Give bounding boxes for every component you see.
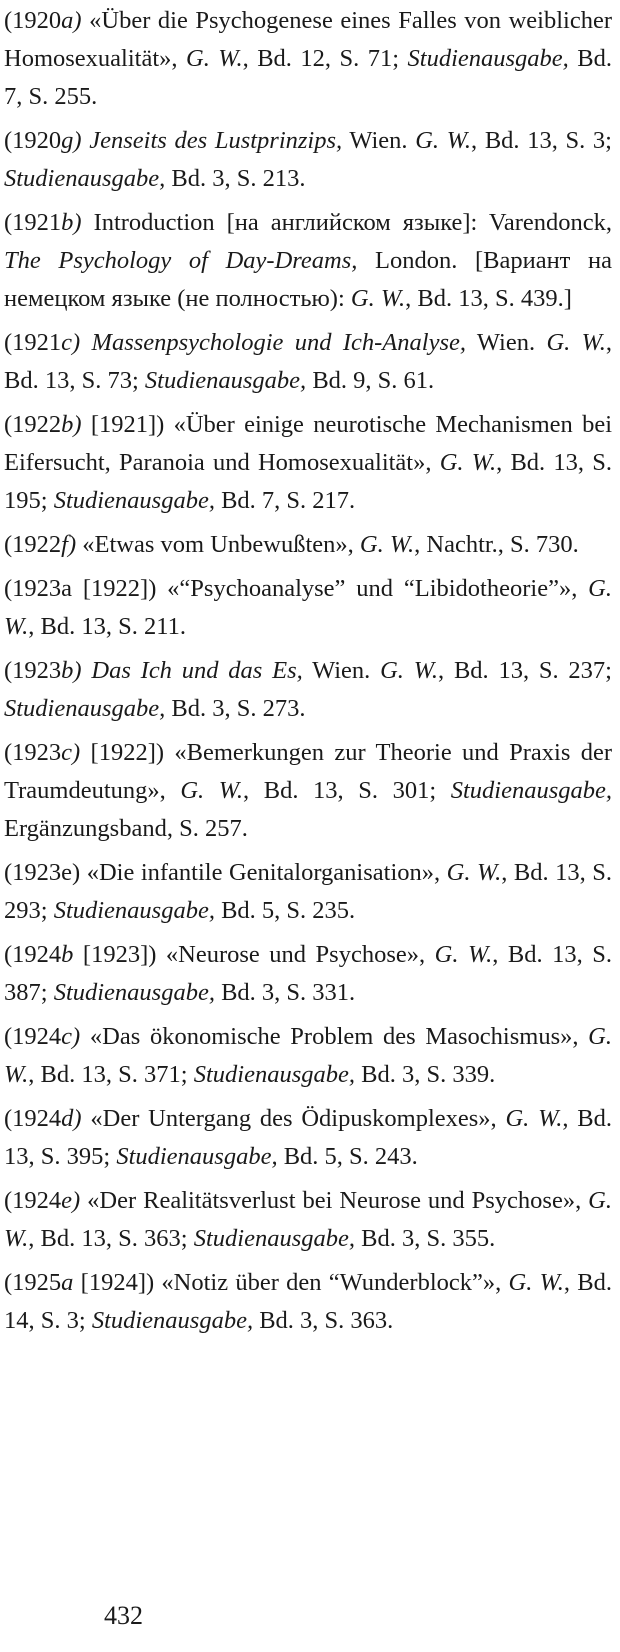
bibliography-entry: (1924c) «Das ökonomische Problem des Masochismus», G. W., Bd. 13, S. 371; Studienausgabe, Bd. 3, S. 339. [4,1023,612,1088]
bibliography-entry: (1922b) [1921]) «Über einige neurotische Mechanismen bei Eifersucht, Paranoia und Homosexualität», G. W., Bd. 13, S. 195; Studienausgabe, Bd. 7, S. 217. [4,411,613,514]
bibliography-page [4,2,612,1346]
page-number: 432 [104,1601,143,1630]
bibliography-entry: (1923e) «Die infantile Genitalorganisation», G. W., Bd. 13, S. 293; Studienausgabe, Bd. 5, S. 235. [4,859,613,924]
bibliography-entry: (1923a [1922]) «“Psychoanalyse” und “Libidotheorie”», G. W., Bd. 13, S. 211. [4,575,612,640]
bibliography-entry: (1924d) «Der Untergang des Ödipuskomplexes», G. W., Bd. 13, S. 395; Studienausgabe, Bd. 5, S. 243. [4,1105,613,1170]
bibliography-entry: (1924e) «Der Realitätsverlust bei Neurose und Psychose», G. W., Bd. 13, S. 363; Studienausgabe, Bd. 3, S. 355. [4,1187,612,1252]
bibliography-entry: (1921c) Massenpsychologie und Ich-Analyse, Wien. G. W., Bd. 13, S. 73; Studienausgabe, Bd. 9, S. 61. [4,329,613,394]
bibliography-entry: (1921b) Introduction [на английском языке]: Varendonck, The Psychology of Day-Dreams, London. [Вариант на немецком языке (не полностью): G. W., Bd. 13, S. 439.] [4,209,612,312]
bibliography-entry: (1920g) Jenseits des Lustprinzips, Wien. G. W., Bd. 13, S. 3; Studienausgabe, Bd. 3, S. 213. [4,127,612,192]
bibliography-entry: (1925a [1924]) «Notiz über den “Wunderblock”», G. W., Bd. 14, S. 3; Studienausgabe, Bd. 3, S. 363. [4,1269,613,1334]
bibliography-entry: (1923c) [1922]) «Bemerkungen zur Theorie und Praxis der Traumdeutung», G. W., Bd. 13, S. 301; Studienausgabe, Ergänzungsband, S. 257. [4,739,612,842]
bibliography-entry: (1920a) «Über die Psychogenese eines Falles von weiblicher Homosexualität», G. W., Bd. 12, S. 71; Studienausgabe, Bd. 7, S. 255. [4,7,613,110]
bibliography-entry: (1922f) «Etwas vom Unbewußten», G. W., Nachtr., S. 730. [4,531,579,558]
bibliography-entry: (1924b [1923]) «Neurose und Psychose», G. W., Bd. 13, S. 387; Studienausgabe, Bd. 3, S. 331. [4,941,613,1006]
bibliography-entry: (1923b) Das Ich und das Es, Wien. G. W., Bd. 13, S. 237; Studienausgabe, Bd. 3, S. 273. [4,657,612,722]
